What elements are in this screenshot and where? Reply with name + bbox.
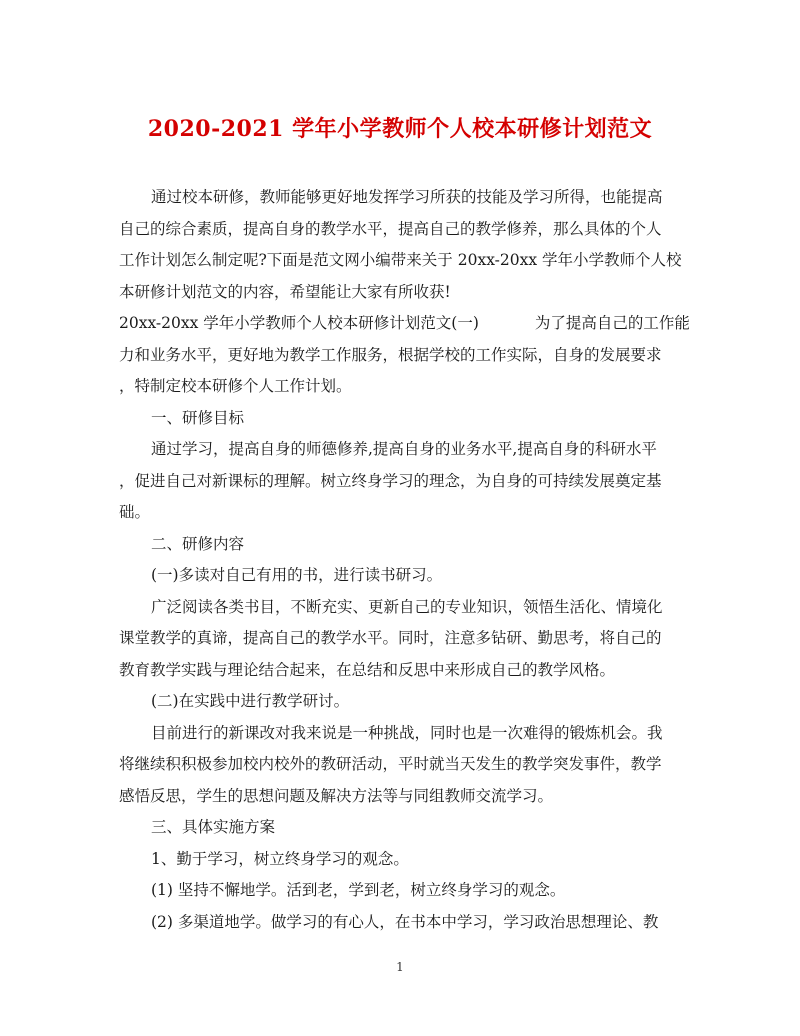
heading-line: 一、研修目标 — [151, 408, 245, 427]
list-item-line: 1、勤于学习，树立终身学习的观念。 — [151, 849, 409, 868]
subheading-line: (二)在实践中进行教学研讨。 — [151, 692, 350, 710]
heading-line: 二、研修内容 — [151, 534, 245, 553]
section-heading: 20xx-20xx 学年小学教师个人校本研修计划范文(一) — [119, 314, 479, 332]
page-number: 1 — [396, 960, 404, 974]
paragraph-line: 本研修计划范文的内容，希望能让大家有所收获! — [119, 282, 451, 301]
paragraph-line: 课堂教学的真谛，提高自己的教学水平。同时，注意多钻研、勤思考，将自己的 — [119, 629, 662, 647]
paragraph-line: ，特制定校本研修个人工作计划。 — [119, 377, 352, 395]
paragraph-line: 教育教学实践与理论结合起来，在总结和反思中来形成自己的教学风格。 — [119, 660, 616, 679]
section-heading-line — [119, 308, 690, 340]
paragraph-line: 力和业务水平，更好地为教学工作服务，根据学校的工作实际，自身的发展要求 — [119, 345, 662, 364]
paragraph-line: 通过学习，提高自身的师德修养,提高自身的业务水平,提高自身的科研水平 — [151, 440, 657, 458]
subheading-line: (一)多读对自己有用的书，进行读书研习。 — [151, 566, 443, 584]
paragraph-line: 目前进行的新课改对我来说是一种挑战，同时也是一次难得的锻炼机会。我 — [151, 723, 663, 742]
list-item-line: (2) 多渠道地学。做学习的有心人，在书本中学习，学习政治思想理论、教 — [151, 912, 659, 931]
list-item-line: (1) 坚持不懈地学。活到老，学到老，树立终身学习的观念。 — [151, 881, 566, 899]
paragraph-line: 自己的综合素质，提高自身的教学水平，提高自己的教学修养，那么具体的个人 — [119, 219, 662, 238]
heading-line: 三、具体实施方案 — [151, 818, 276, 836]
paragraph-line: ，促进自己对新课标的理解。树立终身学习的理念，为自身的可持续发展奠定基 — [119, 471, 662, 490]
paragraph-text: 为了提高自己的工作能 — [534, 314, 690, 332]
document-body — [119, 182, 690, 938]
paragraph-line: 感悟反思，学生的思想问题及解决方法等与同组教师交流学习。 — [119, 786, 554, 805]
paragraph-line: 将继续积积极参加校内校外的教研活动，平时就当天发生的教学突发事件，教学 — [119, 755, 662, 773]
paragraph-line: 通过校本研修，教师能够更好地发挥学习所获的技能及学习所得，也能提高 — [151, 188, 663, 206]
paragraph-line: 础。 — [119, 503, 151, 521]
paragraph-line: 广泛阅读各类书目，不断充实、更新自己的专业知识，领悟生活化、情境化 — [151, 597, 663, 616]
paragraph-line: 工作计划怎么制定呢?下面是范文网小编带来关于 20xx-20xx 学年小学教师个人校 — [119, 251, 682, 269]
document-title: 2020-2021 学年小学教师个人校本研修计划范文 — [147, 116, 653, 142]
